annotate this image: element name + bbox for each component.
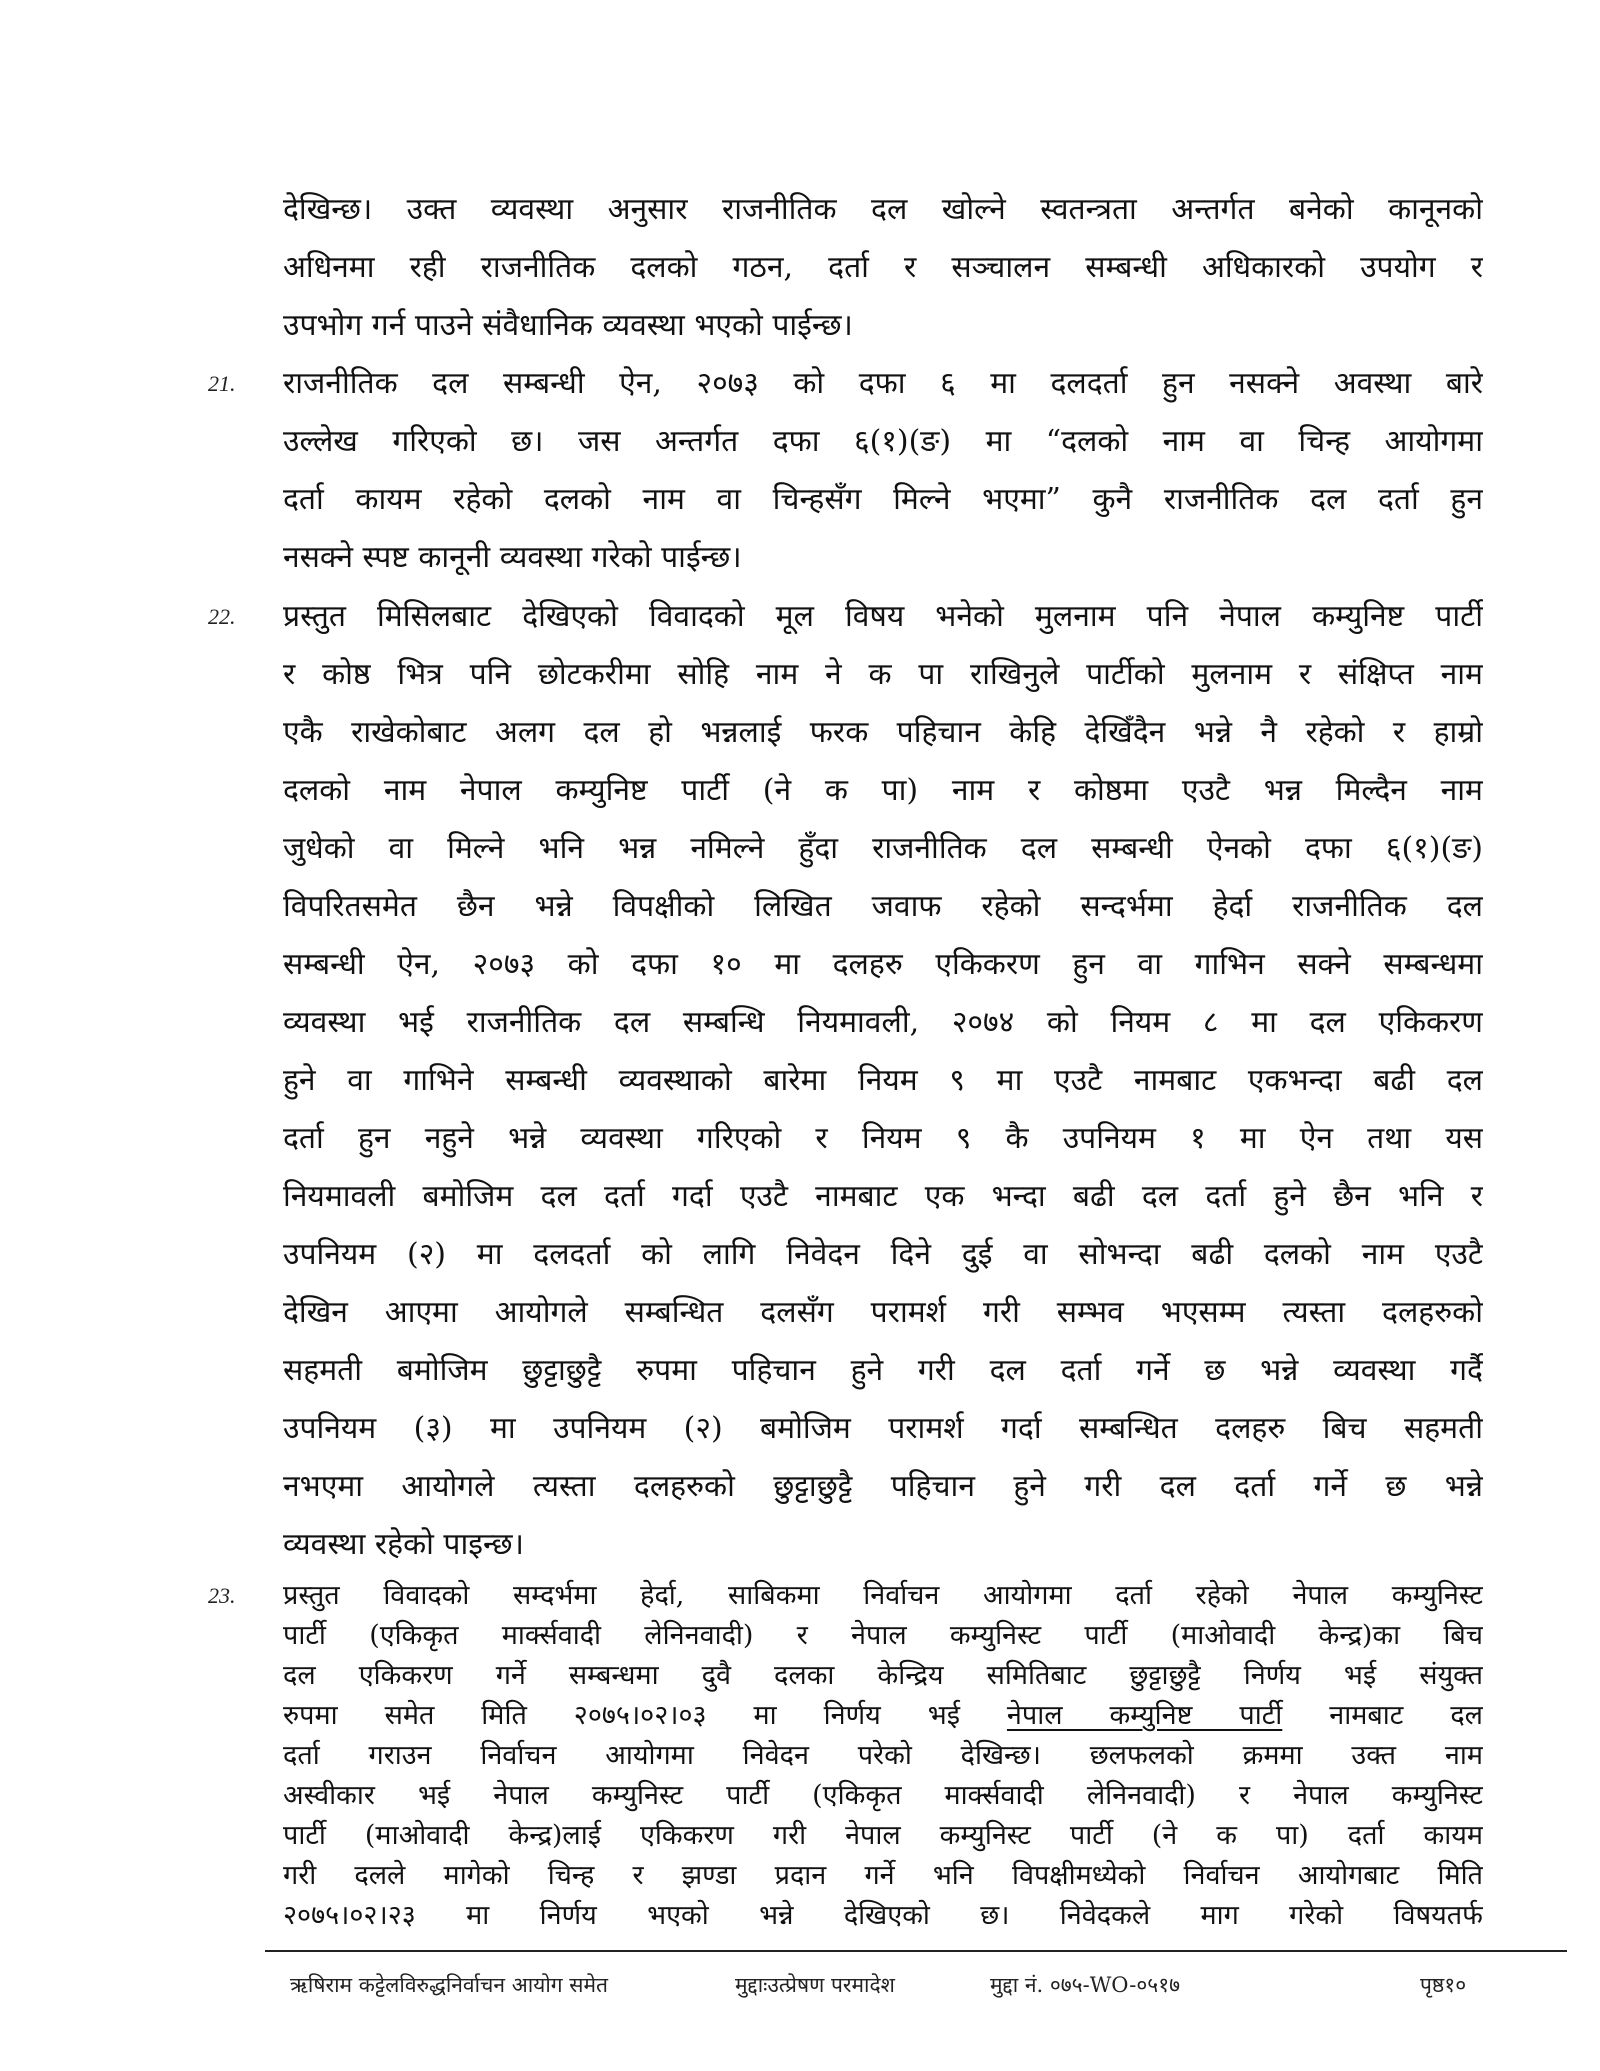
footer-page-number: पृष्ठ१० (1420, 1973, 1467, 1997)
paragraph-line: दर्ता कायम रहेको दलको नाम वा चिन्हसँग मिल्ने भएमा” कुनै राजनीतिक दल दर्ता हुन (283, 482, 1483, 517)
paragraph-line: पार्टी (एकिकृत मार्क्सवादी लेनिनवादी) र नेपाल कम्युनिस्ट पार्टी (माओवादी केन्द्र)का बिच (283, 1620, 1483, 1651)
paragraph-line-with-underline (283, 1696, 1483, 1736)
paragraph-line: नभएमा आयोगले त्यस्ता दलहरुको छुट्टाछुट्टै पहिचान हुने गरी दल दर्ता गर्ने छ भन्ने (283, 1469, 1483, 1504)
paragraph-line: व्यवस्था रहेको पाइन्छ। (283, 1527, 524, 1562)
underlined-party-name: नेपाल कम्युनिष्ट पार्टी (1006, 1700, 1283, 1731)
footer-case-type: मुद्दाःउत्प्रेषण परमादेश (735, 1973, 895, 1997)
paragraph-line: हुने वा गाभिने सम्बन्धी व्यवस्थाको बारेमा नियम ९ मा एउटै नामबाट एकभन्दा बढी दल (283, 1063, 1483, 1098)
paragraph-line: प्रस्तुत मिसिलबाट देखिएको विवादको मूल विषय भनेको मुलनाम पनि नेपाल कम्युनिष्ट पार्टी (283, 599, 1483, 634)
paragraph-line: नियमावली बमोजिम दल दर्ता गर्दा एउटै नामबाट एक भन्दा बढी दल दर्ता हुने छैन भनि र (283, 1179, 1483, 1214)
paragraph-line: दल एकिकरण गर्ने सम्बन्धमा दुवै दलका केन्द्रिय समितिबाट छुट्टाछुट्टै निर्णय भई संयुक्त (283, 1660, 1483, 1691)
line-text: रुपमा समेत मिति २०७५।०२।०३ मा निर्णय भई (283, 1700, 1007, 1731)
intro-line: अधिनमा रही राजनीतिक दलको गठन, दर्ता र सञ्चालन सम्बन्धी अधिकारको उपयोग र (283, 250, 1483, 285)
paragraph-line: विपरितसमेत छैन भन्ने विपक्षीको लिखित जवाफ रहेको सन्दर्भमा हेर्दा राजनीतिक दल (283, 889, 1483, 924)
paragraph-line: व्यवस्था भई राजनीतिक दल सम्बन्धि नियमावली, २०७४ को नियम ८ मा दल एकिकरण (283, 1005, 1483, 1040)
paragraph-line: जुधेको वा मिल्ने भनि भन्न नमिल्ने हुँदा राजनीतिक दल सम्बन्धी ऐनको दफा ६(१)(ङ) (283, 831, 1483, 866)
paragraph-line: प्रस्तुत विवादको सम्दर्भमा हेर्दा, साबिकमा निर्वाचन आयोगमा दर्ता रहेको नेपाल कम्युनिस्ट (283, 1580, 1483, 1611)
footer-case-number: मुद्दा नं. ०७५-WO-०५१७ (990, 1973, 1181, 1997)
paragraph-line: उल्लेख गरिएको छ। जस अन्तर्गत दफा ६(१)(ङ) मा “दलको नाम वा चिन्ह आयोगमा (283, 424, 1483, 459)
paragraph-line: २०७५।०२।२३ मा निर्णय भएको भन्ने देखिएको छ। निवेदकले माग गरेको विषयतर्फ (283, 1900, 1483, 1931)
paragraph-line: र कोष्ठ भित्र पनि छोटकरीमा सोहि नाम ने क पा राखिनुले पार्टीको मुलनाम र संक्षिप्त नाम (283, 657, 1483, 692)
paragraph-line: उपनियम (३) मा उपनियम (२) बमोजिम परामर्श गर्दा सम्बन्धित दलहरु बिच सहमती (283, 1411, 1483, 1446)
paragraph-line: दलको नाम नेपाल कम्युनिष्ट पार्टी (ने क पा) नाम र कोष्ठमा एउटै भन्न मिल्दैन नाम (283, 773, 1483, 808)
paragraph-line: सम्बन्धी ऐन, २०७३ को दफा १० मा दलहरु एकिकरण हुन वा गाभिन सक्ने सम्बन्धमा (283, 947, 1483, 982)
paragraph-line: दर्ता गराउन निर्वाचन आयोगमा निवेदन परेको देखिन्छ। छलफलको क्रममा उक्त नाम (283, 1740, 1483, 1771)
paragraph-line: दर्ता हुन नहुने भन्ने व्यवस्था गरिएको र नियम ९ कै उपनियम १ मा ऐन तथा यस (283, 1121, 1483, 1156)
paragraph-line: अस्वीकार भई नेपाल कम्युनिस्ट पार्टी (एकिकृत मार्क्सवादी लेनिनवादी) र नेपाल कम्युनिस्ट (283, 1780, 1483, 1811)
paragraph-line: पार्टी (माओवादी केन्द्र)लाई एकिकरण गरी नेपाल कम्युनिस्ट पार्टी (ने क पा) दर्ता कायम (283, 1820, 1483, 1851)
paragraph-line: गरी दलले मागेको चिन्ह र झण्डा प्रदान गर्ने भनि विपक्षीमध्येको निर्वाचन आयोगबाट मिति (283, 1860, 1483, 1891)
paragraph-number: 23. (208, 1583, 236, 1608)
paragraph-line: नसक्ने स्पष्ट कानूनी व्यवस्था गरेको पाईन्छ। (283, 540, 742, 575)
footer-case-parties: ऋषिराम कट्टेलविरुद्धनिर्वाचन आयोग समेत (290, 1973, 609, 1997)
line-text: नामबाट दल (1282, 1700, 1483, 1731)
intro-line: देखिन्छ। उक्त व्यवस्था अनुसार राजनीतिक दल खोल्ने स्वतन्त्रता अन्तर्गत बनेको कानूनको (283, 192, 1483, 227)
paragraph-number: 21. (208, 371, 236, 396)
paragraph-line: उपनियम (२) मा दलदर्ता को लागि निवेदन दिने दुई वा सोभन्दा बढी दलको नाम एउटै (283, 1237, 1483, 1272)
paragraph-number: 22. (208, 604, 236, 629)
paragraph-line: सहमती बमोजिम छुट्टाछुट्टै रुपमा पहिचान हुने गरी दल दर्ता गर्ने छ भन्ने व्यवस्था गर्दै (283, 1353, 1483, 1388)
paragraph-line: एकै राखेकोबाट अलग दल हो भन्नलाई फरक पहिचान केहि देखिँदैन भन्ने नै रहेको र हाम्रो (283, 715, 1483, 750)
intro-line: उपभोग गर्न पाउने संवैधानिक व्यवस्था भएको पाईन्छ। (283, 308, 853, 343)
paragraph-line: राजनीतिक दल सम्बन्धी ऐन, २०७३ को दफा ६ मा दलदर्ता हुन नसक्ने अवस्था बारे (283, 366, 1483, 401)
paragraph-line: देखिन आएमा आयोगले सम्बन्धित दलसँग परामर्श गरी सम्भव भएसम्म त्यस्ता दलहरुको (283, 1295, 1483, 1330)
footer-rule (265, 1950, 1567, 1952)
